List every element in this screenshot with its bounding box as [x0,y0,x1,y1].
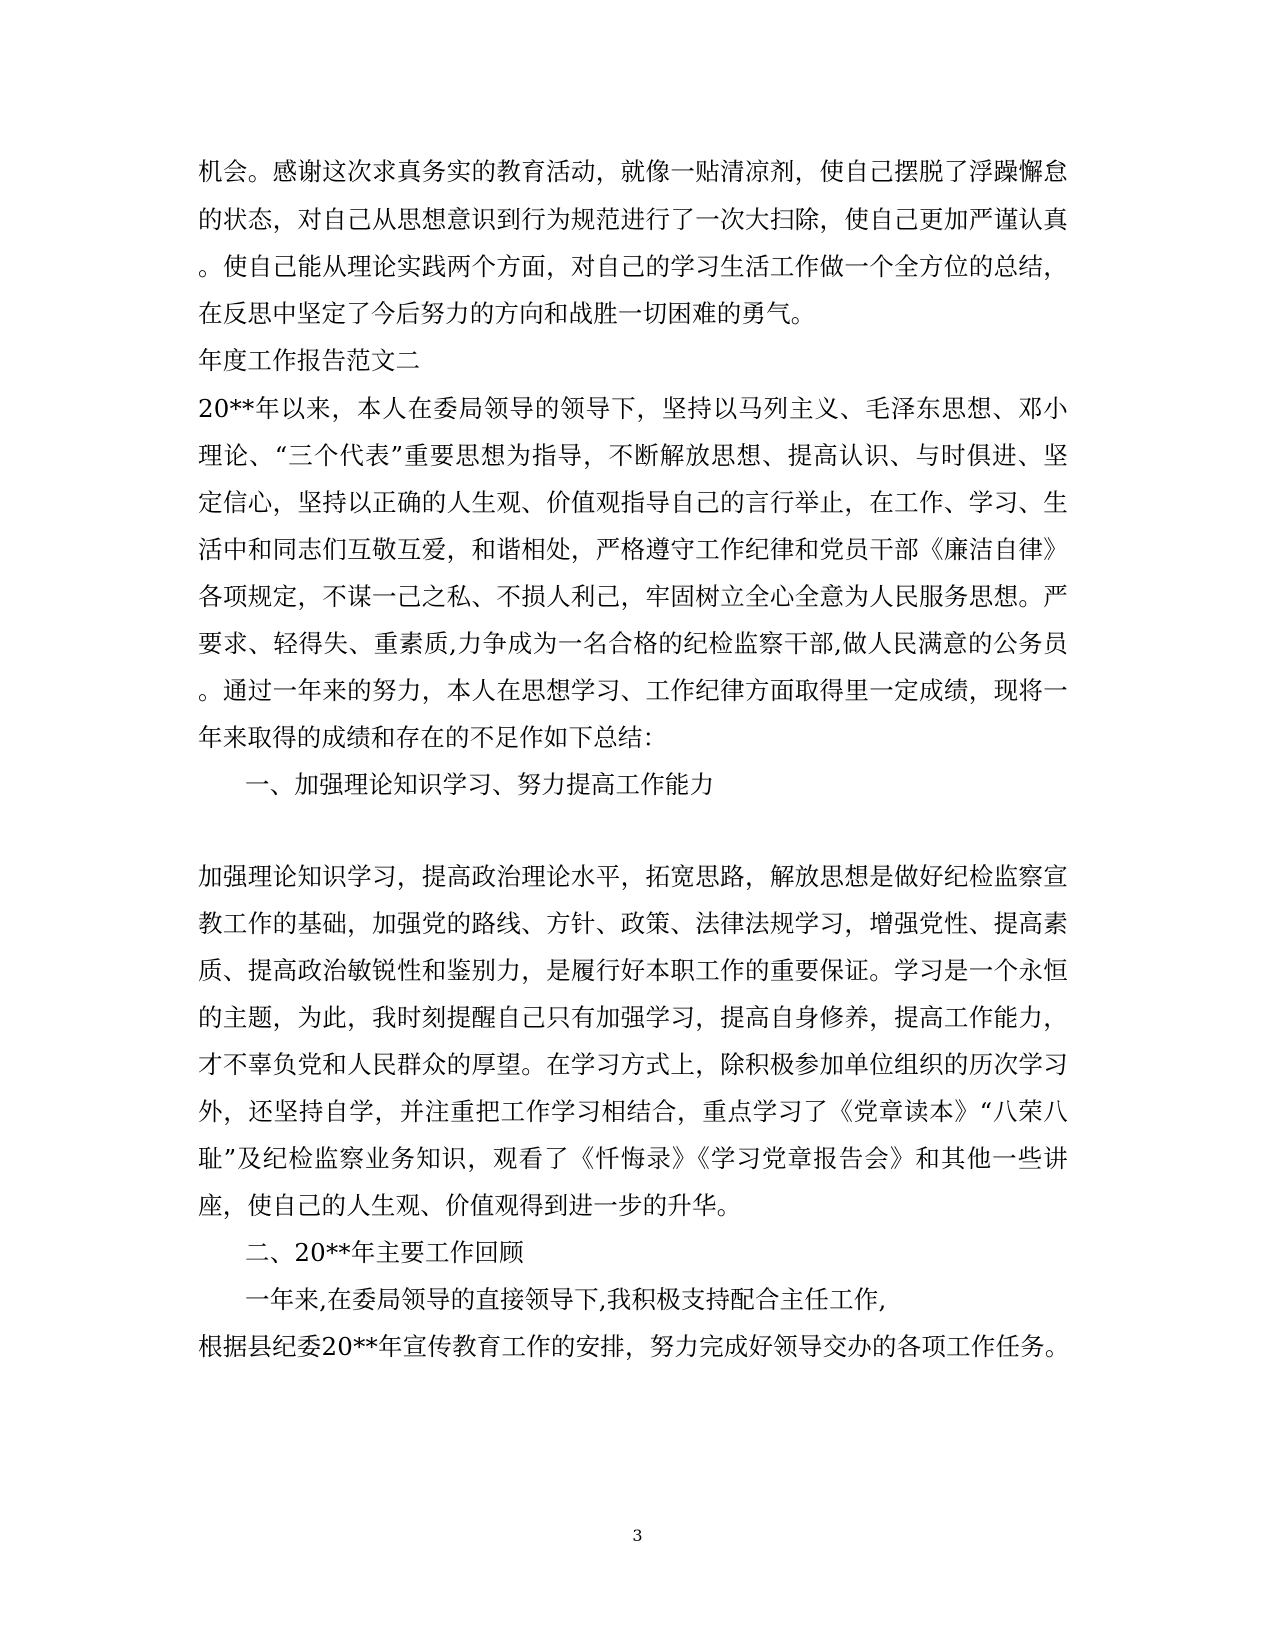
paragraph-line: 根据县纪委20**年宣传教育工作的安排，努力完成好领导交办的各项工作任务。 [198,1332,1070,1361]
paragraph-line: 在反思中坚定了今后努力的方向和战胜一切困难的勇气。 [198,299,816,328]
paragraph-line: 质、提高政治敏锐性和鉴别力，是履行好本职工作的重要保证。学习是一个永恒 [198,956,1068,985]
paragraph-line: 活中和同志们互敬互爱，和谐相处，严格遵守工作纪律和党员干部《廉洁自律》 [198,535,1068,564]
paragraph-line: 外，还坚持自学，并注重把工作学习相结合，重点学习了《党章读本》“八荣八 [198,1097,1068,1126]
paragraph-line: 耻”及纪检监察业务知识，观看了《忏悔录》《学习党章报告会》和其他一些讲 [198,1144,1068,1173]
paragraph-line: 教工作的基础，加强党的路线、方针、政策、法律法规学习，增强党性、提高素 [198,909,1068,938]
paragraph-line: 定信心，坚持以正确的人生观、价值观指导自己的言行举止，在工作、学习、生 [198,488,1068,517]
paragraph-line: 才不辜负党和人民群众的厚望。在学习方式上，除积极参加单位组织的历次学习 [198,1050,1068,1079]
paragraph-line: 加强理论知识学习，提高政治理论水平，拓宽思路，解放思想是做好纪检监察宣 [198,862,1068,891]
paragraph-line: 的状态，对自己从思想意识到行为规范进行了一次大扫除，使自己更加严谨认真 [198,205,1068,234]
paragraph-line: 年来取得的成绩和存在的不足作如下总结： [198,723,668,752]
paragraph-line: 理论、“三个代表”重要思想为指导，不断解放思想、提高认识、与时俱进、坚 [198,441,1068,470]
section-heading: 二、20**年主要工作回顾 [245,1238,524,1267]
section-heading: 一、加强理论知识学习、努力提高工作能力 [245,770,715,799]
paragraph-line: 的主题，为此，我时刻提醒自己只有加强学习，提高自身修养，提高工作能力， [198,1003,1068,1032]
section-title: 年度工作报告范文二 [198,346,421,375]
paragraph-line: 。使自己能从理论实践两个方面，对自己的学习生活工作做一个全方位的总结， [198,252,1068,281]
paragraph-line: 一年来,在委局领导的直接领导下,我积极支持配合主任工作, [245,1285,887,1314]
page-number: 3 [632,1526,643,1545]
paragraph-line: 要求、轻得失、重素质,力争成为一名合格的纪检监察干部,做人民满意的公务员 [198,629,1068,658]
paragraph-line: 20**年以来，本人在委局领导的领导下，坚持以马列主义、毛泽东思想、邓小 [198,394,1068,423]
paragraph-line: 机会。感谢这次求真务实的教育活动，就像一贴清凉剂，使自己摆脱了浮躁懈怠 [198,157,1068,186]
paragraph-line: 各项规定，不谋一己之私、不损人利己，牢固树立全心全意为人民服务思想。严 [198,582,1068,611]
paragraph-line: 座，使自己的人生观、价值观得到进一步的升华。 [198,1191,742,1220]
paragraph-line: 。通过一年来的努力，本人在思想学习、工作纪律方面取得里一定成绩，现将一 [198,676,1068,705]
